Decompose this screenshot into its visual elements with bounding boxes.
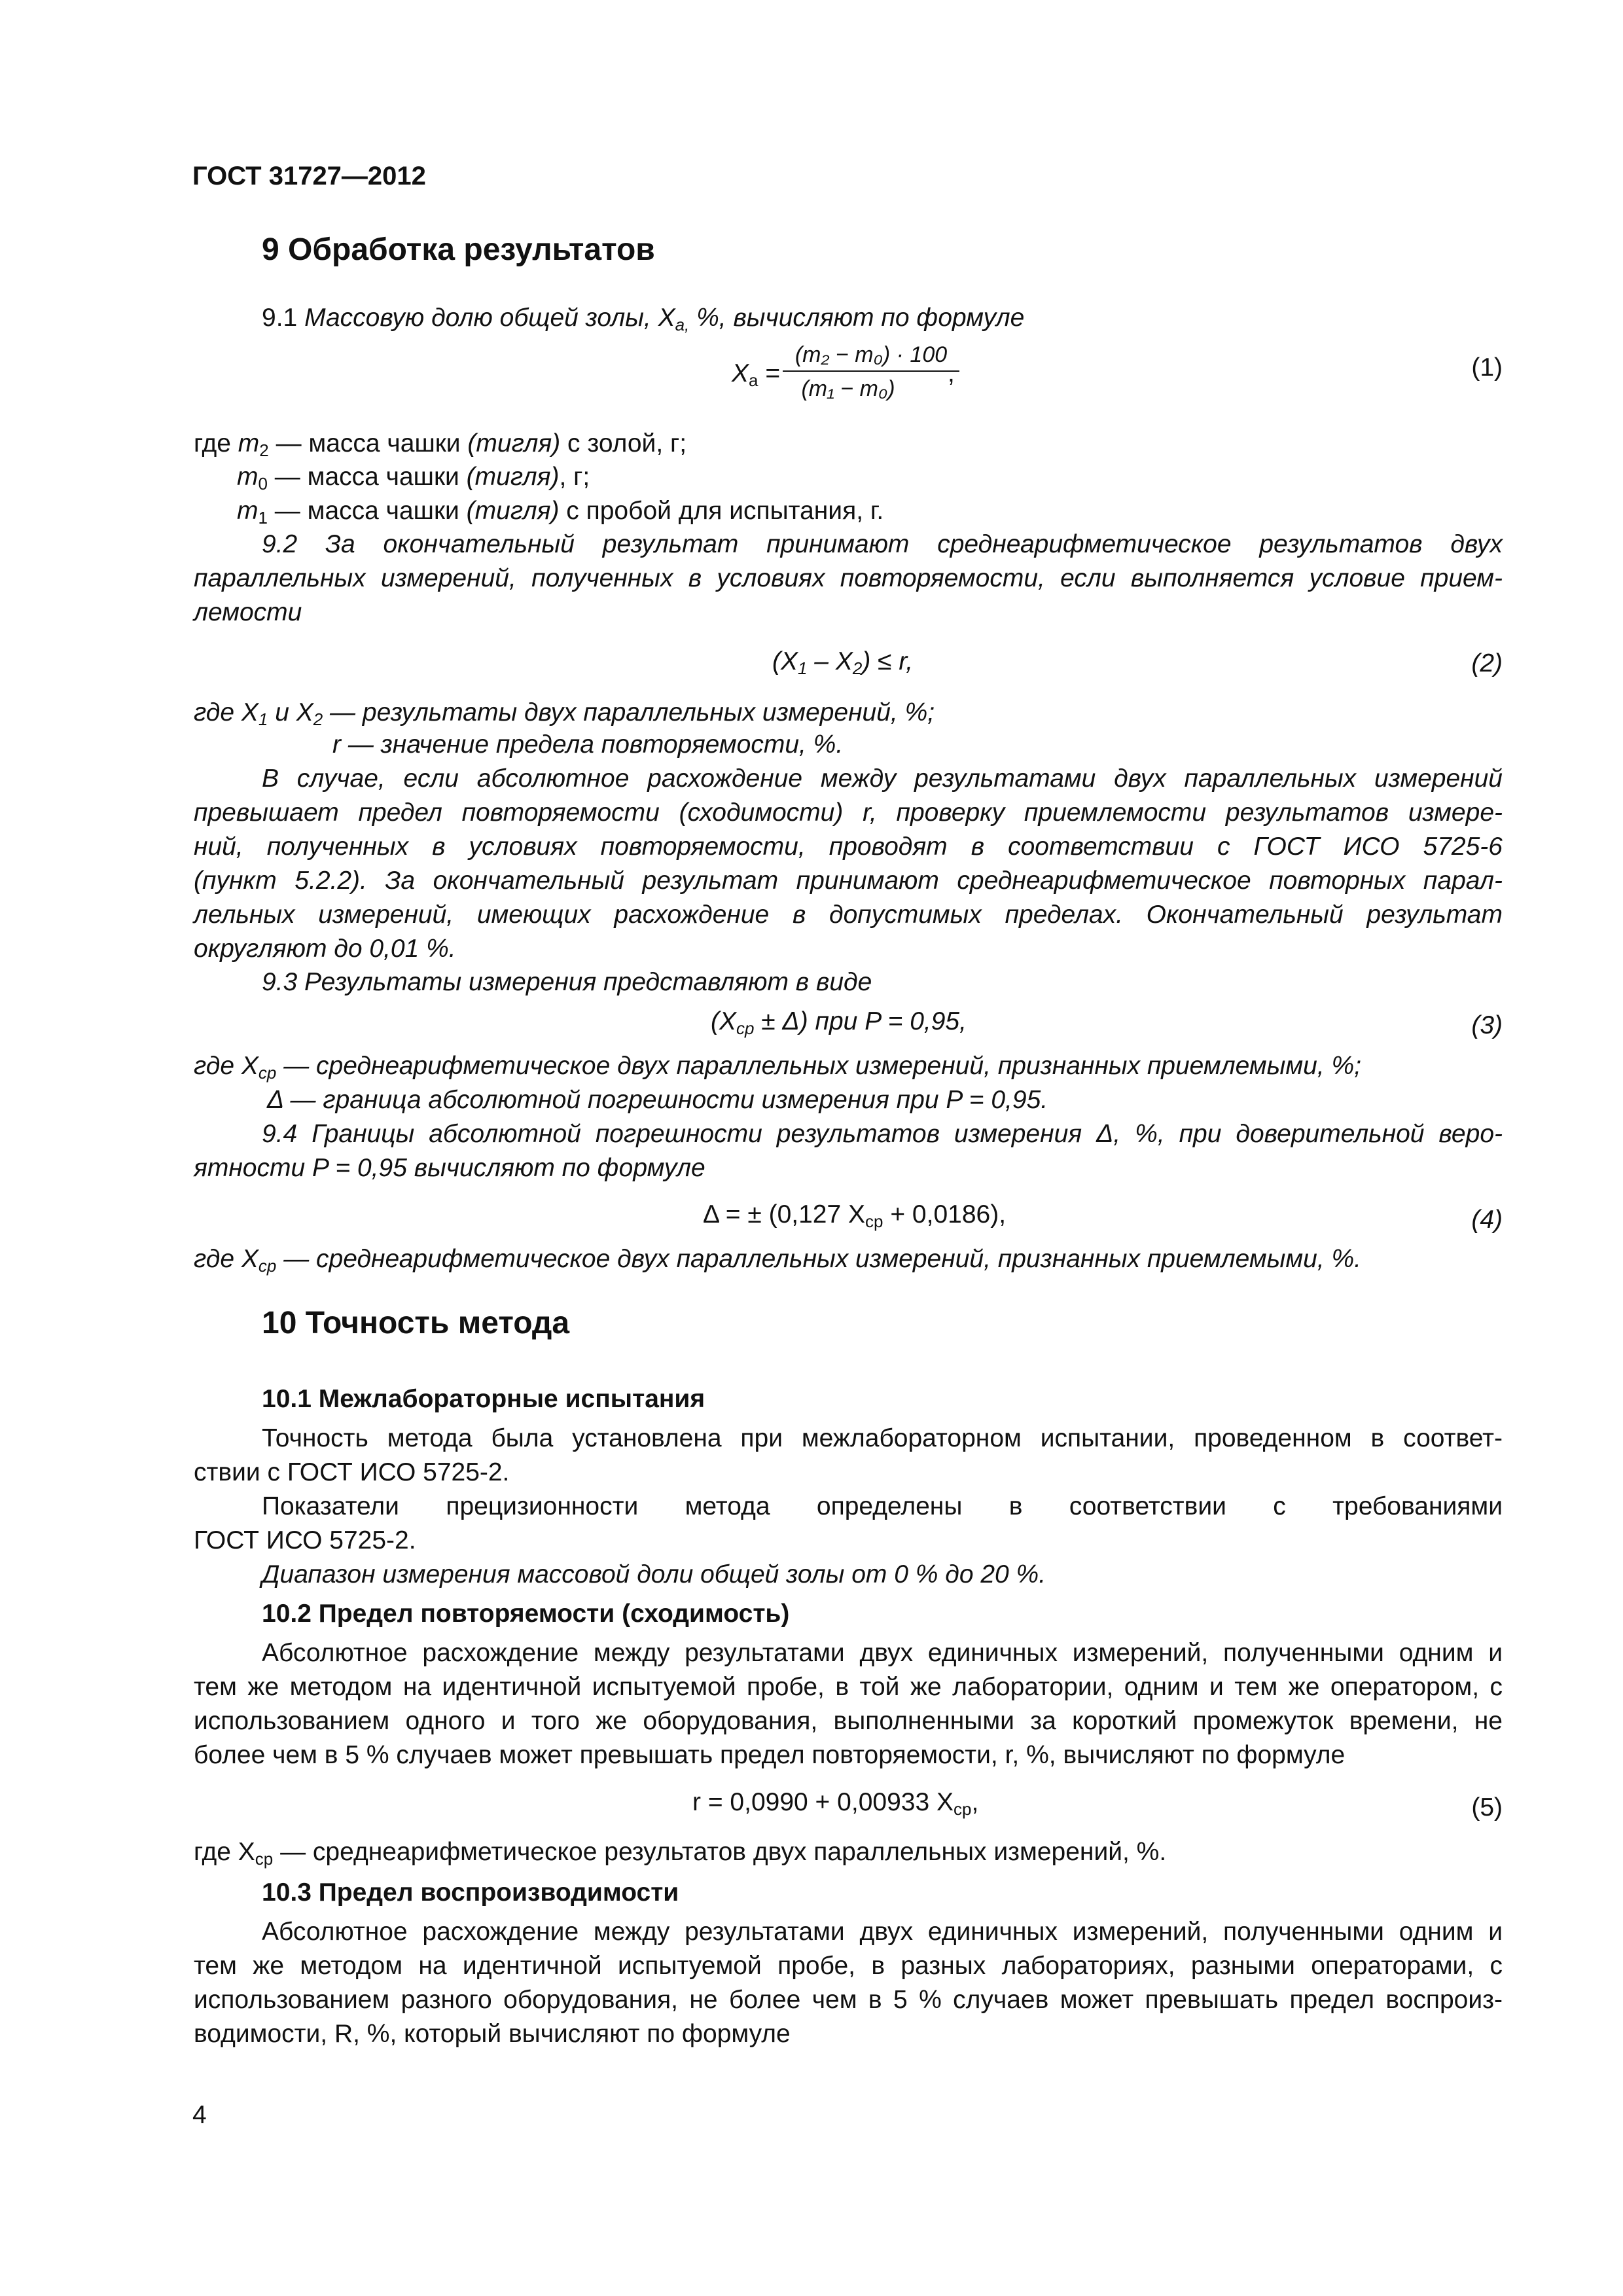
eq4-number: (4) [1471,1206,1503,1234]
subsection-10-1-title: 10.1 Межлабораторные испытания [262,1385,705,1413]
s103-line-4: водимости, R, %, который вычисляют по формуле [194,2020,791,2048]
s102-line-1: Абсолютное расхождение между результатами двух единичных измерений, полученными одним и [262,1639,1503,1667]
s102-where: где $X_{ср}$ — среднеарифметическое результатов двух параллельных измерений, %. [194,1838,1167,1869]
page-number: 4 [192,2101,207,2129]
var-x: X [658,304,675,332]
s103-line-3: использованием разного оборудования, не более чем в 5 % случаев может превышать предел воспроиз- [194,1986,1503,2014]
eq1-lhs-sub: а [749,370,758,390]
s101-line-5: Диапазон измерения массовой доли общей золы от 0 % до 20 %. [262,1560,1046,1588]
paragraph-9-4-line-1: 9.4 Границы абсолютной погрешности результатов измерения Δ, %, при доверительной веро- [262,1120,1503,1148]
s102-line-2: тем же методом на идентичной испытуемой пробе, в той же лаборатории, одним и тем же оператором, с [194,1673,1503,1701]
var-sub: а, [675,315,690,334]
paragraph-case-line-2: превышает предел повторяемости (сходимости) r, проверку приемлемости результатов измере- [194,798,1503,827]
where-2-line-2: r — значение предела повторяемости, %. [332,730,844,759]
subsection-10-2-title: 10.2 Предел повторяемости (сходимость) [262,1600,790,1628]
s103-line-2: тем же методом на идентичной испытуемой пробе, в разных лабораториях, разными операторами, с [194,1952,1503,1980]
s101-line-3: Показатели прецизионности метода определены в соответствии с требованиями [262,1492,1503,1520]
eq3-number: (3) [1471,1011,1503,1039]
paragraph-9-4-line-2: ятности P = 0,95 вычисляют по формуле [194,1154,705,1182]
eq2-number: (2) [1471,649,1503,677]
paragraph-case-line-4: (пункт 5.2.2). За окончательный результат принимают среднеарифметическое повторных парал- [194,867,1503,895]
eq5-number: (5) [1471,1793,1503,1821]
eq1-fraction-bar [783,370,959,372]
document-header: ГОСТ 31727—2012 [192,162,426,190]
where-3-line-2: Δ — граница абсолютной погрешности измерения при P = 0,95. [267,1086,1048,1114]
section-9-title: 9 Обработка результатов [262,232,655,267]
para-number: 9.1 [262,304,298,332]
paragraph-case-line-6: округляют до 0,01 %. [194,935,456,963]
eq1-number: (1) [1471,353,1503,382]
eq1-comma: , [948,359,955,387]
equation-3: $(X_{ср} \pm \Delta)$ при P = 0,95, [711,1007,967,1038]
where-1-line-3: $m_1$ — масса чашки (тигля) с пробой для испытания, г. [237,497,884,528]
s102-line-4: более чем в 5 % случаев может превышать предел повторяемости, r, %, вычисляют по формуле [194,1741,1346,1769]
eq1-numerator: (m₂ − m₀) · 100 [794,342,948,367]
s101-line-2: ствии с ГОСТ ИСО 5725-2. [194,1458,510,1486]
paragraph-9-2-line-2: параллельных измерений, полученных в условиях повторяемости, если выполняется условие прием- [194,564,1503,592]
equation-4: Δ = ± (0,127 $X_{ср} + 0,0186$), [703,1200,1007,1231]
paragraph-case-line-1: В случае, если абсолютное расхождение между результатами двух параллельных измерений [262,764,1503,793]
where-1-line-1: где $m_2$ — масса чашки (тигля) с золой, г; [194,429,687,460]
section-10-title: 10 Точность метода [262,1306,570,1340]
paragraph-9-2-line-1: 9.2 За окончательный результат принимают среднеарифметическое результатов двух [262,530,1503,558]
where-1-line-2: $m_0$ — масса чашки (тигля), г; [237,463,590,493]
equation-2: $(X_1 - X_2) \le r$, [772,647,914,678]
paragraph-9-1 [262,301,1024,334]
s102-line-3: использованием одного и того же оборудования, выполненными за короткий промежуток времени, не [194,1707,1503,1735]
eq1-denominator: (m₁ − m₀) [801,376,895,401]
s101-line-1: Точность метода была установлена при межлабораторном испытании, проведенном в соответ- [262,1424,1503,1452]
subsection-10-3-title: 10.3 Предел воспроизводимости [262,1878,679,1907]
paragraph-9-2-line-3: лемости [194,598,302,626]
eq1-equals: = [758,359,781,387]
s101-line-4: ГОСТ ИСО 5725-2. [194,1526,416,1554]
paragraph-case-line-3: ний, полученных в условиях повторяемости, проводят в соответствии с ГОСТ ИСО 5725-6 [194,833,1503,861]
s103-line-1: Абсолютное расхождение между результатами двух единичных измерений, полученными одним и [262,1918,1503,1946]
eq1-lhs: X [732,359,749,387]
paragraph-case-line-5: лельных измерений, имеющих расхождение в допустимых пределах. Окончательный результат [194,901,1503,929]
equation-5: r = 0,0990 + 0,00933 $X_{ср}$, [692,1788,979,1819]
where-3-line-1: где $X_{ср}$ — среднеарифметическое двух параллельных измерений, признанных приемлемыми, %; [194,1052,1361,1083]
paragraph-9-3: 9.3 Результаты измерения представляют в виде [262,968,872,996]
para-text-tail: %, вычисляют по формуле [689,304,1025,332]
para-text: Массовую долю общей золы, [304,304,658,332]
where-4-line-1: где $X_{ср}$ — среднеарифметическое двух параллельных измерений, признанных приемлемыми, %. [194,1245,1361,1276]
where-2-line-1: где $X_1$ и $X_2$ — результаты двух параллельных измерений, %; [194,698,935,729]
